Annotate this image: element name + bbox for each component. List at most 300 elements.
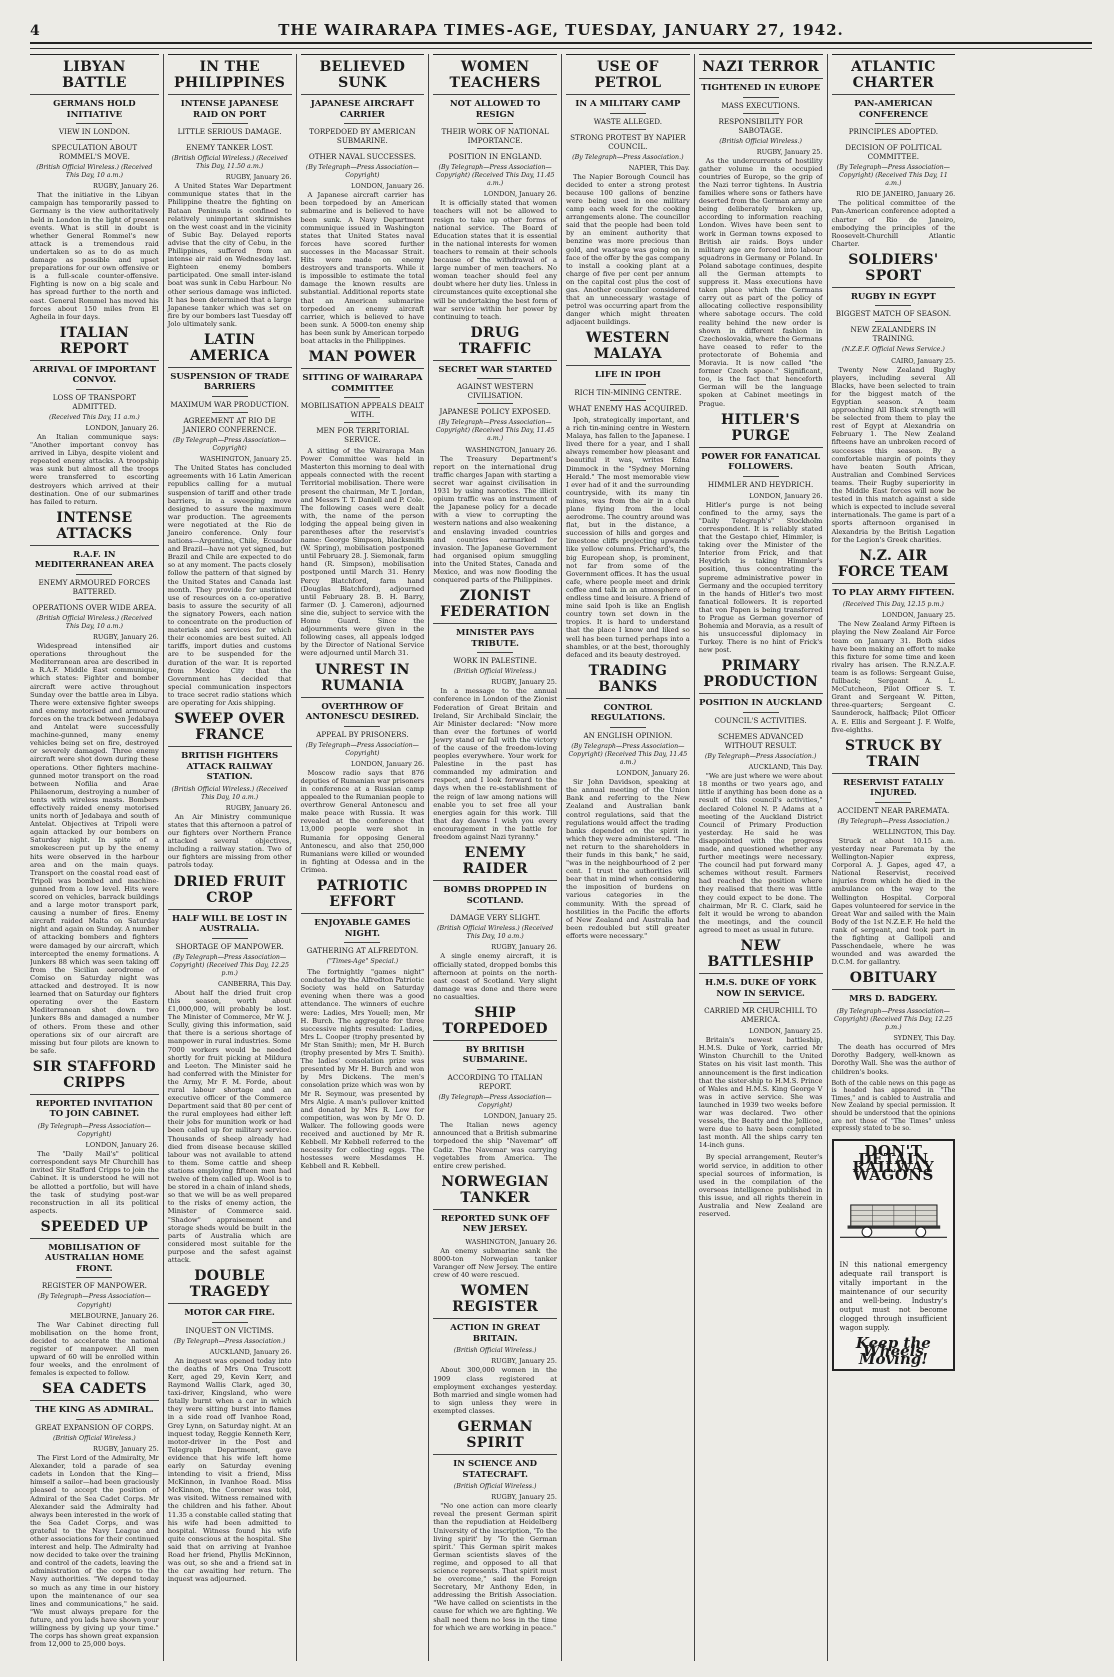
copyright-note: Both of the cable news on this page as is headed has appeared in "The Times," and is cabled to Australia and New Zealand by special permission. It should be understood that the opinions are not those of "The Times" unless expressly stated to be so. — [831, 1079, 956, 1133]
railway-advertisement — [832, 1139, 956, 1372]
article-body: Moscow radio says that 876 deputies of Rumanian war prisoners in conference at a Russian camp appealed to the Rumanian people to overthrow General Antonescu and make peace with Russia. It was revealed at the conference that 13,000 people were shot in Rumania for opposing General Antonescu, and also that 250,000 Rumanians were killed or wounded in fighting at Odessa and in the Crimea. — [300, 768, 425, 874]
ad-headline: DON'T DETAIN RAILWAY WAGONS — [852, 1141, 935, 1185]
article-body: "We are just where we were about 18 months or two years ago, and little if anything has been done as a result of this council's activities," declared Colonel N. P. Adams at a meeting of the Auckland District Council of Primary Production yesterday. He said he was disappointed with the progress made, and questioned whether any further meetings were necessary. The council had put forward many schemes without result. Farmers had reached the position where they realised that there was little they could expect to be done. The chairman, Mr R. C. Clark, said he felt it would be wrong to abandon the meetings, and the council agreed to meet as usual in future. — [698, 772, 823, 934]
article-headline: HITLER'S PURGE — [699, 412, 823, 448]
article-dateline: WASHINGTON, January 26. — [465, 1237, 557, 1246]
divider — [610, 400, 646, 401]
article-subheading: NOT ALLOWED TO RESIGN — [449, 99, 541, 120]
article-dateline: LONDON, January 26. — [749, 491, 823, 500]
article-subheading: SCHEMES ADVANCED WITHOUT RESULT. — [717, 731, 804, 750]
article — [433, 1005, 557, 1170]
divider — [212, 938, 248, 939]
article-subheading: ENEMY TANKER LOST. — [186, 143, 274, 152]
article-headline: NORWEGIAN TANKER — [433, 1174, 557, 1210]
divider — [212, 1322, 248, 1323]
ad-body: IN this national emergency adequate rail transport is vitally important in the maintenance of our security and well-being. Industry's output must not become clogged through insufficient wagon supply. — [839, 1261, 948, 1333]
divider — [344, 942, 380, 943]
article-byline: (British Official Wireless.) — [453, 1483, 537, 1491]
divider — [212, 139, 248, 140]
article-body: An Air Ministry communique states that this afternoon a patrol of our fighters over Northern France attacked several objectives, including a railway station. Two of our fighters are missing from other patrols today. — [167, 812, 292, 870]
article-byline: (By Telegraph—Press Association—Copyright) (Received This Day, 11.45 a.m.) — [435, 164, 555, 188]
article-subheading: ENJOYABLE GAMES NIGHT. — [314, 918, 411, 939]
article-body: An Italian communique says: "Another important convoy has arrived in Libya, despite violent and repeated enemy attacks. A troopship was sunk but almost all the troops were transferred to escorting destroyers which arrived at their destination. One of our submarines has failed to return. — [30, 432, 159, 506]
article-subheading: MOBILISATION APPEALS DEALT WITH. — [300, 401, 425, 420]
article-subheading: OPERATIONS OVER WIDE AREA. — [32, 602, 157, 612]
article-headline: DRUG TRAFFIC — [433, 325, 557, 361]
divider — [76, 123, 112, 124]
article-body: The "Daily Mail's" political correspondent says Mr Churchill has invited Sir Stafford Cripps to join the Cabinet. It is understood he will not be allotted a portfolio, but will have the task of studying post-war reconstruction in all its political aspects. — [30, 1150, 159, 1215]
divider — [344, 123, 380, 124]
article-subheading: POWER FOR FANATICAL FOLLOWERS. — [701, 451, 821, 473]
article-subheading: THE KING AS ADMIRAL. — [34, 1405, 154, 1416]
article-subheading: HALF WILL BE LOST IN AUSTRALIA. — [172, 913, 288, 934]
divider — [76, 599, 112, 600]
ad-slogan: Keep the Wheels Moving! — [855, 1334, 931, 1369]
column-7 — [827, 54, 960, 1661]
article — [168, 874, 292, 1265]
article-body: A United States War Department communique states that in the Philippine theatre the fighting on Bataan Peninsula is confined to relatively unimportant skirmishes on the west coast and in the vicinity of Subic Bay. Delayed reports advise that the city of Cebu, in the Philippines, suffered from an intense air raid on Wednesday last. Eighteen enemy bombers participated. One small inter-island boat was sunk in Cebu Harbour. No other serious damage was inflicted. It has been determined that a large Japanese tanker which was set on fire by our bombers last Tuesday off Jolo ultimately sank. — [167, 182, 292, 328]
article-body: The Italian news agency announced that a British submarine torpedoed the ship "Navemar" off Cadiz. The Navemar was carrying vegetables from America. The entire crew perished. — [433, 1121, 557, 1170]
divider — [76, 139, 112, 140]
article-headline: TRADING BANKS — [566, 663, 690, 699]
article-headline: ZIONIST FEDERATION — [433, 588, 557, 624]
article-subheading: AGREEMENT AT RIO DE JANIERO CONFERENCE. — [182, 415, 277, 434]
article-byline: (British Official Wireless.) — [453, 1347, 537, 1355]
divider — [743, 476, 779, 477]
article — [832, 970, 956, 1075]
divider — [477, 123, 513, 124]
article-subheading: OVERTHROW OF ANTONESCU DESIRED. — [305, 701, 419, 722]
article-body: A Japanese aircraft carrier has been torpedoed by an American submarine and is believed to have been sunk. A Navy Department communique issued in Washington states that United States naval forces have scored further successes in the Macassar Strait. Hits were made on enemy destroyers and transports. While it is impossible to estimate the total damage the known results are substantial. Additional reports state that an American submarine torpedoed an enemy aircraft carrier, which is believed to have been sunk. A 5000-ton enemy ship has been sunk by American torpedo boat attacks in the Philippines. — [300, 191, 425, 345]
article-headline: SPEEDED UP — [30, 1219, 159, 1239]
divider — [477, 148, 513, 149]
article-headline: WOMEN REGISTER — [433, 1283, 557, 1319]
article-subheading: VIEW IN LONDON. — [58, 127, 130, 136]
article-headline: SOLDIERS' SPORT — [832, 252, 956, 288]
article — [301, 349, 425, 657]
article-subheading: LITTLE SERIOUS DAMAGE. — [177, 127, 282, 136]
article-subheading: WASTE ALLEGED. — [593, 116, 662, 126]
article-byline: ("Times-Age" Special.) — [326, 958, 399, 965]
divider — [875, 123, 911, 124]
article-dateline: LONDON, January 26. — [351, 759, 425, 768]
article-subheading: R.A.F. IN MEDITERRANEAN AREA — [34, 549, 154, 571]
article-body: The First Lord of the Admiralty, Mr Alexander, told a parade of sea cadets in London that the King—himself a sailor—had been graciously pleased to accept the position of Admiral of the Sea Cadet Corps. Mr Alexander said the Admiralty had always been interested in the work of the Sea Cadet Corps, and was grateful to the Navy League and other associations for their continued interest and help. The Admiralty had now decided to take over the training and control of the cadets, leaving the administration of the corps to the Navy authorities. "We depend today so much as any time in our history upon the maintenance of our sea lines and communications," he said. "We must always prepare for the future, and you lads have shown your willingness by giving up your time." The corps has shown great expansion from 12,000 to 25,000 boys. — [30, 1454, 159, 1649]
article-headline: BELIEVED SUNK — [301, 54, 425, 95]
article-dateline: RIO DE JANEIRO, January 26. — [856, 190, 956, 199]
article-subheading: BRITISH FIGHTERS ATTACK RAILWAY STATION. — [181, 751, 279, 783]
article-subheading: GATHERING AT ALFREDTON. — [306, 946, 419, 955]
article-byline: (N.Z.E.F. Official News Service.) — [841, 346, 945, 354]
article — [301, 878, 425, 1170]
article-dateline: LONDON, January 25. — [483, 1112, 557, 1121]
article-dateline: AUCKLAND, This Day. — [748, 763, 823, 772]
article-dateline: RUGBY, January 26. — [491, 943, 557, 952]
article-dateline: RUGBY, January 25. — [491, 1357, 557, 1366]
article-headline: N.Z. AIR FORCE TEAM — [832, 548, 956, 584]
article — [30, 510, 159, 1055]
article — [433, 588, 557, 841]
article-subheading: JAPANESE POLICY EXPOSED. — [439, 407, 551, 417]
article-headline: MAN POWER — [301, 349, 425, 369]
article-subheading: ACCIDENT NEAR PAREMATA. — [837, 805, 950, 815]
article-headline: DOUBLE TRAGEDY — [168, 1268, 292, 1304]
article-body: About half the dried fruit crop this season, worth about £1,000,000, will probably be lost. The Minister of Commerce, Mr W. J. Scully, giving this information, said that there is a serious shortage of manpower in rural industries. Some 7000 workers would be needed shortly for fruit picking at Mildura and Leeton. The Minister said he had conferred with the Minister for the Army, Mr F. M. Forde, about rural labour shortage and an executive officer of the Commerce Department said that 80 per cent of the rural employees had either left their jobs for munition work or had been called up for military service. Thousands of sheep already had died from disease because skilled labour was not available to attend to them. Some cattle and sheep stations employing fifteen men had twelve of them called up. Wool is to be stored in a chain of inland sheds, so that we will be as well prepared to the risks of enemy action, the Minister of Commerce said. "Shadow" appraisement and storage sheds would be built in the parts of Australia which are considered most suitable for the purpose and the safest against attack. — [167, 988, 292, 1264]
article-dateline: WELLINGTON, This Day. — [872, 827, 956, 836]
divider — [344, 397, 380, 398]
article-byline: (Received This Day, 11 a.m.) — [49, 413, 140, 421]
divider — [477, 909, 513, 910]
divider — [344, 726, 380, 727]
column-2 — [163, 54, 296, 1661]
article-body: Widespread intensified air operations throughout the Mediterranean area are described in a R.A.F. Middle East communique, which states: Fighter and bomber aircraft were active throughout Sunday over the battle area in Libya. There were extensive fighter sweeps and enemy motorised and armoured forces on the track between Jedabaya and Antelat were successfully machine-gunned, many enemy vehicles being set on fire, destroyed or severely damaged. Three enemy aircraft were shot down during these operations. Other fighters machine-gunned motor transport on the road between Nofilia and Arae Philaenorum, destroying a number of tents with wireless masts. Bombers effectively raided enemy motorised units north of Jedabaya and south of Antelat. Objectives at Tripoli were again attacked by our bombers on Saturday night. In spite of a smokescreen put up by the enemy hits were observed in the harbour area and on the main quays. Transport on the coastal road east of Tripoli was bombed and machine-gunned from a low level. Hits were scored on vehicles, barrack buildings and a large motor transport park, causing a number of fires. Enemy aircraft raided Malta on Saturday night and again on Sunday. A number of attacking bombers and fighters were damaged by our aircraft, which intercepted the enemy formations. A Junkers 88 which was seen taking off from the Sicilian aerodrome of Comiso on Saturday night was attacked and destroyed. It is now learned that on Saturday our fighters operating over the Eastern Mediterranean shot down two Junkers 88s and damaged a number of others. From these and other operations six of our aircraft are missing but four pilots are known to be safe. — [30, 642, 159, 1055]
article-dateline: RUGBY, January 26. — [225, 803, 292, 812]
divider — [610, 113, 646, 114]
article-subheading: WORK IN PALESTINE. — [453, 656, 537, 666]
article-headline: LATIN AMERICA — [168, 332, 292, 368]
article-body: Britain's newest battleship, H.M.S. Duke of York, carried Mr Winston Churchill to the United States on his visit last month. This announcement is the first indication that the sister-ship to H.M.S. Prince of Wales and H.M.S. King George V was in active service. She was launched in 1939 two weeks before war was declared. Two other vessels, the Beatty and the Jellicoe, were due to have been completed last month. All the ships carry ten 14-inch guns. — [698, 1036, 823, 1150]
article — [832, 738, 956, 967]
article-body: As the undercurrents of hostility gather volume in the occupied countries of Europe, so the grip of the Nazi terror tightens. In Austria families where sons or fathers have deserted from the German army are being deliberately broken up, according to information reaching London. Wives have been sent to work in German towns exposed to British air raids. Boys under military age are forced into labour squadrons in Germany or Poland. In Poland sabotage continues, despite all the German attempts to suppress it. Mass executions have taken place which the Germans carry out as part of the policy of allocating collective responsibility where sabotage occurs. The cold reality behind the new order is shown in different fashion in Czechoslovakia, where the Germans have ceased to refer to the protectorate of Bohemia and Moravia. It is now called "the former Czech space." Significant, too, is the fact that henceforth German will be the language spoken at Cabinet meetings in Prague. — [698, 156, 823, 408]
article-byline: (By Telegraph—Press Association.) — [704, 752, 817, 760]
article-headline: ATLANTIC CHARTER — [832, 54, 956, 95]
article — [832, 252, 956, 544]
article-dateline: AUCKLAND, January 26. — [209, 1347, 292, 1356]
divider — [875, 802, 911, 803]
divider — [743, 113, 779, 114]
article — [699, 658, 823, 934]
article-subheading: INTENSE JAPANESE RAID ON PORT — [180, 99, 279, 120]
article-subheading: OTHER NAVAL SUCCESSES. — [308, 152, 416, 161]
article-subheading: PRINCIPLES ADOPTED. — [848, 127, 939, 136]
divider — [743, 728, 779, 729]
article-body: An inquest was opened today into the deaths of Mrs Ona Truscott Kerr, aged 29, Kevin Kerr, and Raymond Wallis Clark, aged 30, taxi-driver, Kingsland, who were fatally burnt when a car in which they were sitting burst into flames in a side road off Ivanhoe Road, Grey Lynn, on Saturday night. At an inquest today, Reggie Kenneth Kerr, motor-driver in the Post and Telegraph Department, gave evidence that his wife left home early on Saturday evening intending to visit a friend, Miss McKinnon, in Ivanhoe Road. Miss McKinnon, the Coroner was told, was visited. Witness remained with the children and his father. About 11.35 a constable called stating that his wife had been admitted to hospital. Witness found his wife quite conscious at the hospital. She said that on arriving at Ivanhoe Road her friend, Phyllis McKinnon, was out, so she and a friend sat in the car awaiting her return. The inquest was adjourned. — [167, 1356, 292, 1584]
divider — [477, 652, 513, 653]
article-headline: PATRIOTIC EFFORT — [301, 878, 425, 914]
divider — [610, 129, 646, 130]
article-dateline: RUGBY, January 26. — [225, 173, 292, 182]
article-byline: (British Official Wireless.) (Received This Day, 11.50 a.m.) — [171, 155, 288, 171]
article-dateline: CANBERRA, This Day. — [218, 979, 292, 988]
article-dateline: LONDON, January 26. — [483, 190, 557, 199]
article-subheading: MRS D. BADGERY. — [849, 994, 938, 1005]
article — [566, 663, 690, 940]
article-headline: NAZI TERROR — [699, 54, 823, 79]
article-byline: (By Telegraph—Press Association—Copyright) — [173, 436, 287, 453]
article-subheading: DAMAGE VERY SLIGHT. — [450, 913, 541, 923]
railway-wagon-illustration — [840, 1183, 948, 1255]
article-body: It is officially stated that women teachers will not be allowed to resign to take up other forms of national service. The Board of Education states that it is essential in the national interests for women teachers to remain at their schools because of the withdrawal of a large number of men teachers. No woman teacher should feel any doubt where her duty lies. Unless in circumstances quite exceptional she will be undertaking the best form of war service within her power by continuing to teach. — [433, 199, 557, 321]
article-byline: (British Official Wireless.) — [719, 137, 802, 145]
divider — [344, 422, 380, 423]
article-subheading: REPORTED INVITATION TO JOIN CABINET. — [35, 1098, 153, 1120]
article-subheading: ACCORDING TO ITALIAN REPORT. — [447, 1072, 543, 1091]
article-subheading: RICH TIN-MINING CENTRE. — [574, 387, 682, 397]
article-subheading: BY BRITISH SUBMARINE. — [462, 1044, 528, 1066]
article-dateline: CAIRO, January 25. — [891, 356, 956, 365]
divider — [344, 148, 380, 149]
article-subheading: ACTION IN GREAT BRITAIN. — [450, 1323, 540, 1344]
article-byline: (By Telegraph—Press Association—Copyright) — [305, 741, 419, 757]
article-subheading: NEW ZEALANDERS IN TRAINING. — [850, 325, 937, 344]
page-number: 4 — [30, 23, 40, 39]
article-headline: WESTERN MALAYA — [566, 330, 690, 366]
article-subheading: MASS EXECUTIONS. — [721, 100, 800, 110]
article-headline: UNREST IN RUMANIA — [301, 662, 425, 698]
article-subheading: SUSPENSION OF TRADE BARRIERS — [170, 371, 290, 393]
article-subheading: MOTOR CAR FIRE. — [184, 1308, 275, 1319]
article-subheading: LOSS OF TRANSPORT ADMITTED. — [52, 392, 136, 411]
article-body: An enemy submarine sank the 8000-ton Norwegian tanker Varanger off New Jersey. The entire crew of 40 were rescued. — [433, 1246, 557, 1280]
article-body: The political committee of the Pan-American conference adopted a charter of Rio de Janeiro, embodying the principles of the Roosevelt-Churchill Atlantic Charter. — [831, 199, 956, 248]
article-body: The United States has concluded agreements with 16 Latin American republics calling for a mutual suspension of tariff and other trade barriers, in a sweeping move designed to assure the maximum war production. The agreements were negotiated at the Rio de Janeiro conference. Only four nations—Argentina, Chile, Ecuador and Brazil—have not yet signed, but Brazil and Chile are expected to do so at any moment. The pacts closely follow the pattern of that signed by the United States and Canada last month. They provide for unstinted use of resources on a co-operative basis to assure the security of all the signatory Powers, each nation to concentrate on the production of materials and services for which their economies are best suited. All tariffs, import duties and customs are to be suspended for the duration of the war. It is reported from Mexico City that the Government has decided that special communication inspectors to trace secret radio stations which are operating for Axis shipping. — [167, 464, 292, 707]
article-byline: (British Official Wireless.) (Received This Day, 10 a.m.) — [36, 164, 153, 180]
divider — [212, 396, 248, 397]
article-subheading: STRONG PROTEST BY NAPIER COUNCIL. — [570, 132, 686, 151]
article-headline: LIBYAN BATTLE — [30, 54, 159, 95]
article-byline: (British Official Wireless.) (Received This Day, 10 a.m.) — [171, 785, 288, 801]
article-body: In a message to the annual conference in London of the Zionist Federation of Great Britain and Ireland, Sir Archibald Sinclair, the Air Minister declared: "Now more than ever the fortunes of world Jewry stand or fall with the victory of the cause of the freedom-loving peoples everywhere. Your work for Palestine in the past has commanded my admiration and respect, and I look forward to the days when the re-establishment of the reign of law among nations will enable you to set free all your energies again for this work. Till that day dawns I wish you every encouragement in the battle for freedom against Nazi tyranny." — [433, 687, 557, 842]
article-subheading: GERMANS HOLD INITIATIVE — [53, 99, 136, 120]
article-body: The War Cabinet directing full mobilisation on the home front, decided to accelerate the national register of manpower. All men upward of 60 will be enrolled within four weeks, and the enrolment of females is expected to follow. — [30, 1320, 159, 1378]
article-subheading: RUGBY IN EGYPT — [850, 291, 936, 302]
article-subheading: CARRIED MR CHURCHILL TO AMERICA. — [704, 1006, 818, 1025]
article-body: The Treasury Department's report on the international drug traffic charges Japan with starting a secret war against civilisation in 1931 by using narcotics. The illicit opium traffic was an instrument of the Japanese policy for a decade with a view to corrupting the western nations and also weakening and enslaving invaded countries and countries earmarked for invasion. The Japanese Government had organised opium smuggling into the United States, Canada and Mexico, and was now flooding the conquered parts of the Philippines. — [433, 454, 557, 585]
article — [699, 54, 823, 408]
article-subheading: COUNCIL'S ACTIVITIES. — [714, 715, 807, 725]
article — [168, 711, 292, 869]
divider — [477, 1069, 513, 1070]
article — [30, 1381, 159, 1648]
article-byline: (Received This Day, 12.15 p.m.) — [842, 601, 944, 609]
article — [301, 662, 425, 875]
article-headline: GERMAN SPIRIT — [433, 1419, 557, 1455]
article-dateline: RUGBY, January 25. — [93, 1444, 159, 1453]
article-headline: SIR STAFFORD CRIPPS — [30, 1059, 159, 1095]
article-subheading: DECISION OF POLITICAL COMMITTEE. — [845, 143, 942, 161]
article-subheading: WHAT ENEMY HAS ACQUIRED. — [568, 403, 688, 413]
article — [433, 325, 557, 584]
article-byline: (By Telegraph—Press Association—Copyright) (Received This Day, 11.45 a.m.) — [568, 742, 688, 766]
article-headline: OBITUARY — [832, 970, 956, 990]
article-body: A single enemy aircraft, it is officially stated, dropped bombs this afternoon at points on the north-east coast of Scotland. Very slight damage was done and there were no casualties. — [433, 952, 557, 1001]
article-subheading: GREAT EXPANSION OF CORPS. — [35, 1422, 154, 1432]
article-subheading: JAPANESE AIRCRAFT CARRIER — [310, 99, 414, 120]
divider — [76, 574, 112, 575]
divider — [610, 384, 646, 385]
article-subheading: IN A MILITARY CAMP — [575, 99, 681, 109]
article-headline: ENEMY RAIDER — [433, 845, 557, 881]
article-body: The New Zealand Army Fifteen is playing the New Zealand Air Force team on January 31. Both sides have been making an effort to make this fixture for some time and keen rivalry has arisen. The R.N.Z.A.F. team is as follows: Sergeant Guise, fullback; Sergeant A. L. McCutcheon, Pilot Officer S. T. Grant and Sergeant W. Pitten, three-quarters; Sergeant C. Saunderock, halfback; Pilot Officer A. E. Ellis and Sergeant J. F. Wolfe, five-eighths. — [831, 620, 956, 734]
article-subheading: SHORTAGE OF MANPOWER. — [175, 941, 284, 951]
article-body: "No one action can more clearly reveal the present German spirit than the repudiation at Heidelberg University of the inscription, 'To the living spirit' by 'To the German spirit.' This German spirit makes German scientists slaves of the regime, and opposed to all that science represents. That spirit must be overcome," said the Foreign Secretary, Mr Anthony Eden, in addressing the British Association. "We have called on scientists in the cause for which we are fighting. We shall need them no less in the time for which we are working in peace." — [433, 1502, 557, 1632]
article-subheading: SECRET WAR STARTED — [438, 364, 552, 375]
article — [30, 325, 159, 506]
article-subheading: RESPONSIBILITY FOR SABOTAGE. — [718, 116, 803, 135]
article-body: About 300,000 women in the 1909 class registered at employment exchanges yesterday. Both married and single women had to sign unless they were in exempted classes. — [433, 1366, 557, 1415]
article-subheading: REPORTED SUNK OFF NEW JERSEY. — [440, 1213, 550, 1235]
divider — [76, 1277, 112, 1278]
newspaper-columns — [30, 54, 1092, 1661]
article — [699, 1153, 823, 1218]
divider — [743, 712, 779, 713]
article-dateline: NAPIER, This Day. — [628, 163, 690, 172]
article — [168, 332, 292, 707]
column-4 — [428, 54, 561, 1661]
article-headline: PRIMARY PRODUCTION — [699, 658, 823, 694]
wagon-icon — [840, 1183, 948, 1255]
article-subheading: TORPEDOED BY AMERICAN SUBMARINE. — [309, 127, 416, 145]
article-subheading: SITTING OF WAIRARAPA COMMITTEE — [302, 373, 423, 394]
article-subheading: POSITION IN ENGLAND. — [448, 152, 542, 161]
article-subheading: APPEAL BY PRISONERS. — [316, 729, 409, 739]
article-body: The Napier Borough Council has decided to enter a strong protest because 100 gallons of benzine were being used in one military camp each week for the cooking arrangements alone. The councillor said that the people had been told by an eminent authority that benzine was more precious than gold, and wastage was going on in face of the offer by the gas company to install a cooking plant at a charge of five per cent per annum on the capital cost plus the cost of gas. Another councillor considered that an unnecessary wastage of petrol was occurring apart from the danger which might threaten adjacent buildings. — [566, 172, 690, 327]
article-subheading: MEN FOR TERRITORIAL SERVICE. — [316, 426, 409, 445]
article — [433, 1283, 557, 1415]
article-byline: (British Official Wireless.) — [53, 1434, 136, 1442]
article-subheading: CONTROL REGULATIONS. — [590, 702, 666, 724]
divider — [875, 321, 911, 322]
article-subheading: H.M.S. DUKE OF YORK NOW IN SERVICE. — [705, 978, 817, 999]
article-subheading: PAN-AMERICAN CONFERENCE — [854, 99, 933, 120]
article-dateline: SYDNEY, This Day. — [893, 1034, 956, 1043]
article-headline: STRUCK BY TRAIN — [832, 738, 956, 774]
article-dateline: RUGBY, January 25. — [756, 147, 823, 156]
article-subheading: REGISTER OF MANPOWER. — [41, 1281, 147, 1291]
column-1 — [30, 54, 163, 1661]
article-byline: (By Telegraph—Press Association—Copyright) (Received This Day, 11 a.m.) — [836, 164, 950, 188]
article — [566, 330, 690, 658]
column-3 — [296, 54, 429, 1661]
article-byline: (By Telegraph—Press Association.) — [837, 817, 950, 825]
article — [832, 548, 956, 734]
article-dateline: LONDON, January 26. — [85, 1141, 159, 1150]
article-subheading: ENEMY ARMOURED FORCES BATTERED. — [38, 577, 151, 596]
article-headline: WOMEN TEACHERS — [433, 54, 557, 95]
article-byline: (British Official Wireless.) (Received This Day, 10 a.m.) — [437, 925, 554, 941]
article — [699, 412, 823, 655]
masthead-rule — [30, 48, 1092, 49]
article — [168, 54, 292, 328]
article-subheading: SPECULATION ABOUT ROMMEL'S MOVE. — [51, 143, 138, 161]
divider — [477, 403, 513, 404]
article-headline: INTENSE ATTACKS — [30, 510, 159, 546]
article — [433, 1174, 557, 1279]
article-dateline: LONDON, January 25. — [882, 611, 956, 620]
masthead — [30, 22, 1092, 44]
article-body: Struck at about 10.15 a.m. yesterday near Paremata by the Wellington-Napier express, Corporal A. J. Gapes, aged 47, a National Reservist, received injuries from which he died in the ambulance on the way to the Wellington Hospital. Corporal Gapes volunteered for service in the Great War and sailed with the Main Body of the 1st N.Z.E.F. He held the rank of sergeant, and took part in the fighting at Gallipoli and Passchendaele, where he was wounded and was awarded the D.C.M. for gallantry. — [831, 836, 956, 967]
article-subheading: AN ENGLISH OPINION. — [583, 730, 673, 740]
article-subheading: RESERVIST FATALLY INJURED. — [843, 777, 944, 799]
article-subheading: THEIR WORK OF NATIONAL IMPORTANCE. — [441, 127, 549, 145]
article — [30, 1219, 159, 1377]
article — [699, 938, 823, 1149]
article-dateline: MELBOURNE, January 26. — [69, 1311, 159, 1320]
article-body: The fortnightly "games night" conducted by the Alfredton Patriotic Society was held on Saturday evening when there was a good attendance. The winners of euchre were: Ladies, Mrs Youell; men, Mr H. Burch. The aggregate for three successive nights resulted: Ladies, Mrs L. Cooper (trophy presented by Mr Stan Smith); men, Mr H. Burch (trophy presented by Mrs T. Smith). The ladies' consolation prize was presented by Mr H. Burch and won by Mrs Dickens. The men's consolation prize which was won by Mr R. Seymour, was presented by Mrs Algie. A man's pullover knitted and donated by Mrs R. Low for competition, was won by Mr O. D. Walker. The following goods were received and auctioned by Mr R. Kebbell. Mr Kebbell referred to the necessity for collecting eggs. The hostesses were Mesdames H. Kebbell and R. Kebbell. — [300, 968, 425, 1171]
article-dateline: LONDON, January 26. — [351, 182, 425, 191]
article-subheading: MOBILISATION OF AUSTRALIAN HOME FRONT. — [45, 1242, 144, 1274]
article-headline: IN THE PHILIPPINES — [168, 54, 292, 95]
article-subheading: TO PLAY ARMY FIFTEEN. — [832, 587, 955, 598]
article-dateline: RUGBY, January 26. — [93, 182, 159, 191]
article-headline: ITALIAN REPORT — [30, 325, 159, 361]
article-byline: (British Official Wireless.) — [453, 668, 537, 676]
newspaper-title: THE WAIRARAPA TIMES-AGE, TUESDAY, JANUARY 27, 1942. — [278, 21, 844, 39]
article-subheading: HIMMLER AND HEYDRICH. — [707, 479, 814, 489]
article-subheading: MINISTER PAYS TRIBUTE. — [456, 628, 535, 649]
article-body: Sir John Davidson, speaking at the annual meeting of the Union Bank and referring to the New Zealand and Australian bank control regulations, said that the regulations would affect the trading banks depended on the spirit in which they were administered. "The net return to the shareholders in their funds in this bank," he said, "was in the neighbourhood of 2 per cent. I trust the authorities will bear that in mind when considering the imposition of burdens on various categories in the community. With the spread of hostilities in the Pacific the efforts of New Zealand and Australia had been redoubled but still greater efforts were necessary." — [566, 778, 690, 940]
article-byline: (By Telegraph—Press Association.) — [572, 153, 684, 161]
article-body: That the initiative in the Libyan campaign has temporarily passed to Germany is the view authoritatively held in London in the light of present events. What is still in doubt is whether General Rommel's new attack is a tremendous raid undertaken so as to do as much damage as possible and upset preparations for our own offensive or is a full-scale counter-offensive. Fighting is now on a big scale and has spread further to the north and east. General Rommel has moved his forces about 150 miles from El Agheila in four days. — [30, 191, 159, 321]
article-subheading: IN SCIENCE AND STATECRAFT. — [453, 1459, 538, 1480]
article-body: The death has occurred of Mrs Dorothy Badgery, well-known as Dorothy Wall. She was the author of children's books. — [831, 1043, 956, 1076]
article-subheading: MAXIMUM WAR PRODUCTION. — [170, 399, 289, 409]
article-byline: (By Telegraph—Press Association—Copyright) — [37, 1122, 151, 1138]
divider — [610, 727, 646, 728]
column-5 — [561, 54, 694, 1661]
article — [433, 54, 557, 321]
article-byline: (By Telegraph—Press Association—Copyright) (Received This Day, 11.45 a.m.) — [435, 419, 555, 443]
article-byline: (By Telegraph—Press Association—Copyright) (Received This Day, 12.25 p.m.) — [833, 1007, 953, 1032]
article-body: Twenty New Zealand Rugby players, including several All Blacks, have been selected to train for the biggest match of the Egyptian season. A team approaching All Black strength will be selected from them to play the rest of Egypt at Alexandria on February 1. The New Zealand fifteens have an unbroken record of successes this season. By a comfortable margin of points they have beaten South African, Australian and Combined Services teams. Their Rugby superiority in the Middle East forces will now be tested in this match against a side which is expected to include several internationals. The game is part of a sports afternoon organised in Alexandria by the British Legation for the Legion's Greek charities. — [831, 365, 956, 544]
article-headline: SWEEP OVER FRANCE — [168, 711, 292, 747]
article-headline: USE OF PETROL — [566, 54, 690, 95]
divider — [76, 389, 112, 390]
article — [301, 54, 425, 345]
article-dateline: WASHINGTON, January 25. — [199, 455, 292, 464]
article-subheading: BOMBS DROPPED IN SCOTLAND. — [443, 885, 547, 906]
article-dateline: LONDON, January 26. — [616, 769, 690, 778]
article — [566, 54, 690, 326]
article — [433, 1419, 557, 1632]
divider — [743, 1002, 779, 1003]
divider — [875, 305, 911, 306]
divider — [212, 412, 248, 413]
article — [433, 845, 557, 1001]
article — [30, 1059, 159, 1215]
article-dateline: WASHINGTON, January 26. — [465, 445, 557, 454]
article-headline: NEW BATTLESHIP — [699, 938, 823, 974]
article-byline: (By Telegraph—Press Association—Copyright) (Received This Day, 12.25 p.m.) — [170, 953, 290, 977]
article-dateline: RUGBY, January 25. — [491, 1493, 557, 1502]
article-byline: (British Official Wireless.) (Received This Day, 10 a.m.) — [36, 614, 153, 630]
article-byline: (By Telegraph—Press Association—Copyright) — [438, 1093, 552, 1110]
article-subheading: ARRIVAL OF IMPORTANT CONVOY. — [32, 364, 156, 386]
divider — [212, 123, 248, 124]
article-byline: (By Telegraph—Press Association—Copyright) — [305, 164, 419, 180]
article-headline: DRIED FRUIT CROP — [168, 874, 292, 910]
divider — [875, 139, 911, 140]
article-dateline: RUGBY, January 26. — [93, 633, 159, 641]
article-subheading: INQUEST ON VICTIMS. — [185, 1325, 274, 1335]
article-subheading: TIGHTENED IN EUROPE — [701, 83, 821, 93]
article-dateline: RUGBY, January 25. — [491, 678, 557, 687]
article-byline: (By Telegraph—Press Association.) — [173, 1337, 286, 1345]
article-body: Ipoh, strategically important, and a rich tin-mining centre in Western Malaya, has fallen to the Japanese. I lived there for a year, and I shall always remember how pleasant and beautiful it was, writes Edna Dimmock in the "Sydney Morning Herald." The most memorable view I ever had of it and the surrounding countryside, with its many tin mines, was from the air in a club plane flying from the local aerodrome. The country around was flat, but in the distance, a succession of hills and gorges and limestone cliffs projecting upwards like yellow columns. Prichard's, the big European shop, is prominent, not far from some of the Government offices. It has the usual cafe, where people meet and drink coffee and talk in an atmosphere of endless time and leisure. A friend of mine said Ipoh is like an English country town set down in the tropics. It is hard to understand that the place I know and liked so well has been turned perhaps into a shambles, or at the best, thoroughly defaced and its beauty destroyed. — [566, 415, 690, 659]
article — [832, 54, 956, 248]
article-subheading: POSITION IN AUCKLAND — [699, 698, 823, 709]
divider — [76, 1419, 112, 1420]
article-dateline: LONDON, January 26. — [85, 423, 159, 432]
article-dateline: LONDON, January 25. — [749, 1027, 823, 1036]
article-body: By special arrangement, Reuter's world service, in addition to other special sources of information, is used in the compilation of the overseas intelligence published in this issue, and all rights therein in Australia and New Zealand are reserved. — [698, 1153, 823, 1219]
article-subheading: BIGGEST MATCH OF SEASON. — [835, 309, 952, 319]
article-subheading: AGAINST WESTERN CIVILISATION. — [456, 382, 534, 401]
article — [30, 54, 159, 321]
article-headline: SHIP TORPEDOED — [433, 1005, 557, 1041]
divider — [477, 378, 513, 379]
article-body: Hitler's purge is not being confined to the army, says the "Daily Telegraph's" Stockholm correspondent. It is reliably stated that the Gestapo chief, Himmler, is taking over the Minister of the Interior from Frick, and that Heydrich is taking Himmler's position, thus concentrating the supreme administrative power in Germany and the occupied territory in the hands of Hitler's two most fanatical followers. It is reported that von Papen is being transferred to Prague as German governor of Bohemia and Moravia, as a result of his unsuccessful diplomacy in Turkey. There is no hint of Frick's new post. — [698, 500, 823, 655]
